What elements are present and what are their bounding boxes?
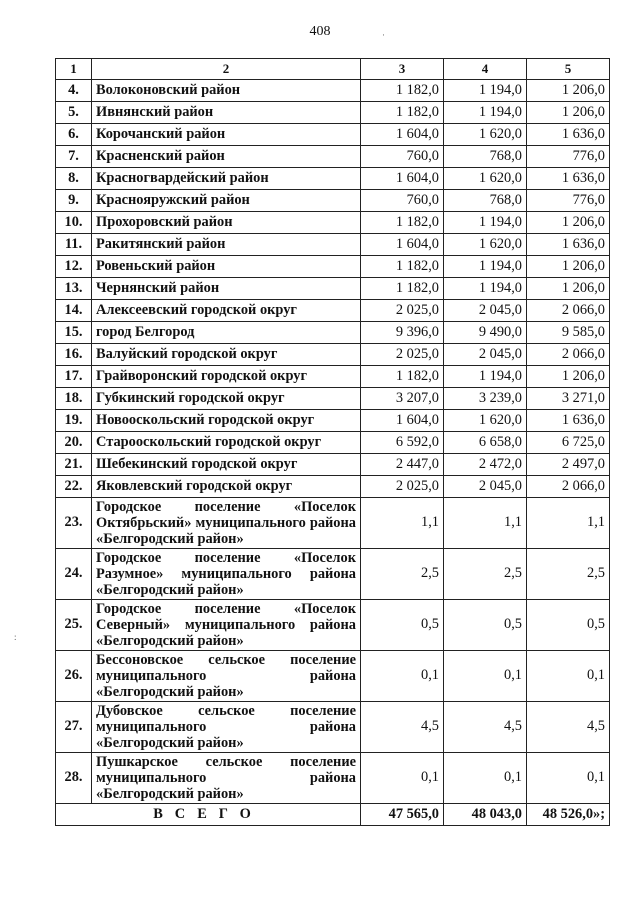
total-label: ВСЕГО — [56, 804, 361, 826]
row-number: 20. — [56, 432, 92, 454]
row-number: 25. — [56, 600, 92, 651]
value-col5: 0,1 — [527, 753, 610, 804]
column-header: 3 — [361, 59, 444, 80]
row-name: Грайворонский городской округ — [92, 366, 361, 388]
table-row — [56, 146, 610, 168]
row-number: 23. — [56, 498, 92, 549]
row-name: Красногвардейский район — [92, 168, 361, 190]
value-col4: 1 194,0 — [444, 80, 527, 102]
row-name: Старооскольский городской округ — [92, 432, 361, 454]
row-name: Шебекинский городской округ — [92, 454, 361, 476]
value-col4: 1 620,0 — [444, 124, 527, 146]
table-row — [56, 388, 610, 410]
value-col3: 1 182,0 — [361, 212, 444, 234]
value-col3: 0,1 — [361, 753, 444, 804]
value-col3: 0,5 — [361, 600, 444, 651]
value-col3: 9 396,0 — [361, 322, 444, 344]
value-col3: 4,5 — [361, 702, 444, 753]
value-col4: 2 472,0 — [444, 454, 527, 476]
row-name: Ивнянский район — [92, 102, 361, 124]
value-col4: 0,1 — [444, 753, 527, 804]
value-col5: 2 066,0 — [527, 344, 610, 366]
value-col4: 1 194,0 — [444, 366, 527, 388]
row-number: 24. — [56, 549, 92, 600]
row-number: 17. — [56, 366, 92, 388]
row-number: 27. — [56, 702, 92, 753]
value-col4: 3 239,0 — [444, 388, 527, 410]
value-col5: 2 497,0 — [527, 454, 610, 476]
value-col5: 9 585,0 — [527, 322, 610, 344]
row-number: 28. — [56, 753, 92, 804]
row-number: 8. — [56, 168, 92, 190]
row-name: Краснояружский район — [92, 190, 361, 212]
table-row — [56, 454, 610, 476]
table-row — [56, 256, 610, 278]
table-row — [56, 80, 610, 102]
row-name: Ракитянский район — [92, 234, 361, 256]
value-col4: 768,0 — [444, 190, 527, 212]
column-header: 2 — [92, 59, 361, 80]
value-col4: 2,5 — [444, 549, 527, 600]
value-col3: 3 207,0 — [361, 388, 444, 410]
value-col3: 1 182,0 — [361, 102, 444, 124]
table-row — [56, 410, 610, 432]
table-row — [56, 753, 610, 804]
value-col3: 1 182,0 — [361, 278, 444, 300]
value-col4: 1 194,0 — [444, 278, 527, 300]
row-name: Городское поселение «Поселок Разумное» муниципального района «Белгородский район» — [92, 549, 361, 600]
row-number: 21. — [56, 454, 92, 476]
row-number: 10. — [56, 212, 92, 234]
value-col5: 6 725,0 — [527, 432, 610, 454]
table-row — [56, 600, 610, 651]
value-col5: 1 636,0 — [527, 168, 610, 190]
row-number: 18. — [56, 388, 92, 410]
table-row — [56, 102, 610, 124]
value-col3: 1,1 — [361, 498, 444, 549]
table-header-row — [56, 59, 610, 80]
value-col5: 2 066,0 — [527, 476, 610, 498]
table-row — [56, 498, 610, 549]
row-name: Прохоровский район — [92, 212, 361, 234]
row-name: Ровеньский район — [92, 256, 361, 278]
value-col5: 776,0 — [527, 146, 610, 168]
row-number: 13. — [56, 278, 92, 300]
row-number: 12. — [56, 256, 92, 278]
value-col3: 1 604,0 — [361, 234, 444, 256]
value-col3: 1 182,0 — [361, 366, 444, 388]
table-row — [56, 651, 610, 702]
value-col4: 1 620,0 — [444, 410, 527, 432]
row-name: Городское поселение «Поселок Октябрьский» муниципального района «Белгородский район» — [92, 498, 361, 549]
row-number: 6. — [56, 124, 92, 146]
table-row — [56, 168, 610, 190]
row-number: 4. — [56, 80, 92, 102]
row-number: 19. — [56, 410, 92, 432]
value-col4: 6 658,0 — [444, 432, 527, 454]
value-col5: 1 206,0 — [527, 102, 610, 124]
value-col4: 9 490,0 — [444, 322, 527, 344]
row-number: 5. — [56, 102, 92, 124]
value-col4: 2 045,0 — [444, 476, 527, 498]
value-col5: 1 636,0 — [527, 234, 610, 256]
row-name: Корочанский район — [92, 124, 361, 146]
scan-mark: · — [382, 30, 385, 40]
value-col3: 2,5 — [361, 549, 444, 600]
value-col3: 1 604,0 — [361, 410, 444, 432]
table-row — [56, 190, 610, 212]
value-col3: 1 182,0 — [361, 80, 444, 102]
table-row — [56, 476, 610, 498]
value-col4: 0,1 — [444, 651, 527, 702]
row-name: Алексеевский городской округ — [92, 300, 361, 322]
row-number: 15. — [56, 322, 92, 344]
value-col5: 1 206,0 — [527, 80, 610, 102]
value-col4: 1 194,0 — [444, 212, 527, 234]
value-col4: 1 620,0 — [444, 234, 527, 256]
value-col4: 768,0 — [444, 146, 527, 168]
row-name: Красненский район — [92, 146, 361, 168]
value-col3: 2 447,0 — [361, 454, 444, 476]
row-number: 26. — [56, 651, 92, 702]
value-col3: 6 592,0 — [361, 432, 444, 454]
value-col5: 1 206,0 — [527, 212, 610, 234]
column-header: 4 — [444, 59, 527, 80]
value-col3: 2 025,0 — [361, 300, 444, 322]
total-row — [56, 804, 610, 826]
value-col4: 1 194,0 — [444, 256, 527, 278]
value-col5: 0,1 — [527, 651, 610, 702]
value-col3: 1 182,0 — [361, 256, 444, 278]
value-col3: 1 604,0 — [361, 124, 444, 146]
table-row — [56, 432, 610, 454]
column-header: 5 — [527, 59, 610, 80]
value-col3: 2 025,0 — [361, 476, 444, 498]
row-name: Городское поселение «Поселок Северный» муниципального района «Белгородский район» — [92, 600, 361, 651]
scan-mark: : — [14, 632, 17, 642]
value-col4: 4,5 — [444, 702, 527, 753]
table-row — [56, 124, 610, 146]
row-name: Волоконовский район — [92, 80, 361, 102]
row-number: 14. — [56, 300, 92, 322]
value-col4: 2 045,0 — [444, 344, 527, 366]
value-col3: 760,0 — [361, 190, 444, 212]
row-name: город Белгород — [92, 322, 361, 344]
table-row — [56, 702, 610, 753]
allocation-table — [55, 58, 610, 826]
value-col5: 1 206,0 — [527, 278, 610, 300]
value-col3: 1 604,0 — [361, 168, 444, 190]
row-number: 11. — [56, 234, 92, 256]
value-col4: 1,1 — [444, 498, 527, 549]
value-col5: 1 206,0 — [527, 366, 610, 388]
row-name: Бессоновское сельское поселение муниципального района «Белгородский район» — [92, 651, 361, 702]
value-col3: 2 025,0 — [361, 344, 444, 366]
table-row — [56, 322, 610, 344]
value-col5: 776,0 — [527, 190, 610, 212]
row-number: 16. — [56, 344, 92, 366]
table-row — [56, 549, 610, 600]
value-col3: 760,0 — [361, 146, 444, 168]
row-name: Губкинский городской округ — [92, 388, 361, 410]
column-header: 1 — [56, 59, 92, 80]
row-name: Яковлевский городской округ — [92, 476, 361, 498]
total-col3: 47 565,0 — [361, 804, 444, 826]
row-name: Чернянский район — [92, 278, 361, 300]
total-col5: 48 526,0»; — [527, 804, 610, 826]
value-col3: 0,1 — [361, 651, 444, 702]
value-col4: 1 194,0 — [444, 102, 527, 124]
row-number: 7. — [56, 146, 92, 168]
page-number: 408 — [309, 24, 331, 39]
row-name: Новооскольский городской округ — [92, 410, 361, 432]
value-col4: 1 620,0 — [444, 168, 527, 190]
value-col5: 1,1 — [527, 498, 610, 549]
row-number: 9. — [56, 190, 92, 212]
value-col5: 2 066,0 — [527, 300, 610, 322]
table-row — [56, 212, 610, 234]
value-col5: 1 206,0 — [527, 256, 610, 278]
row-number: 22. — [56, 476, 92, 498]
table-row — [56, 366, 610, 388]
value-col5: 1 636,0 — [527, 124, 610, 146]
value-col5: 1 636,0 — [527, 410, 610, 432]
row-name: Валуйский городской округ — [92, 344, 361, 366]
value-col5: 3 271,0 — [527, 388, 610, 410]
value-col5: 4,5 — [527, 702, 610, 753]
value-col4: 0,5 — [444, 600, 527, 651]
value-col5: 2,5 — [527, 549, 610, 600]
total-col4: 48 043,0 — [444, 804, 527, 826]
row-name: Дубовское сельское поселение муниципального района «Белгородский район» — [92, 702, 361, 753]
row-name: Пушкарское сельское поселение муниципального района «Белгородский район» — [92, 753, 361, 804]
value-col5: 0,5 — [527, 600, 610, 651]
value-col4: 2 045,0 — [444, 300, 527, 322]
table-row — [56, 344, 610, 366]
table-row — [56, 278, 610, 300]
table-row — [56, 234, 610, 256]
table-row — [56, 300, 610, 322]
